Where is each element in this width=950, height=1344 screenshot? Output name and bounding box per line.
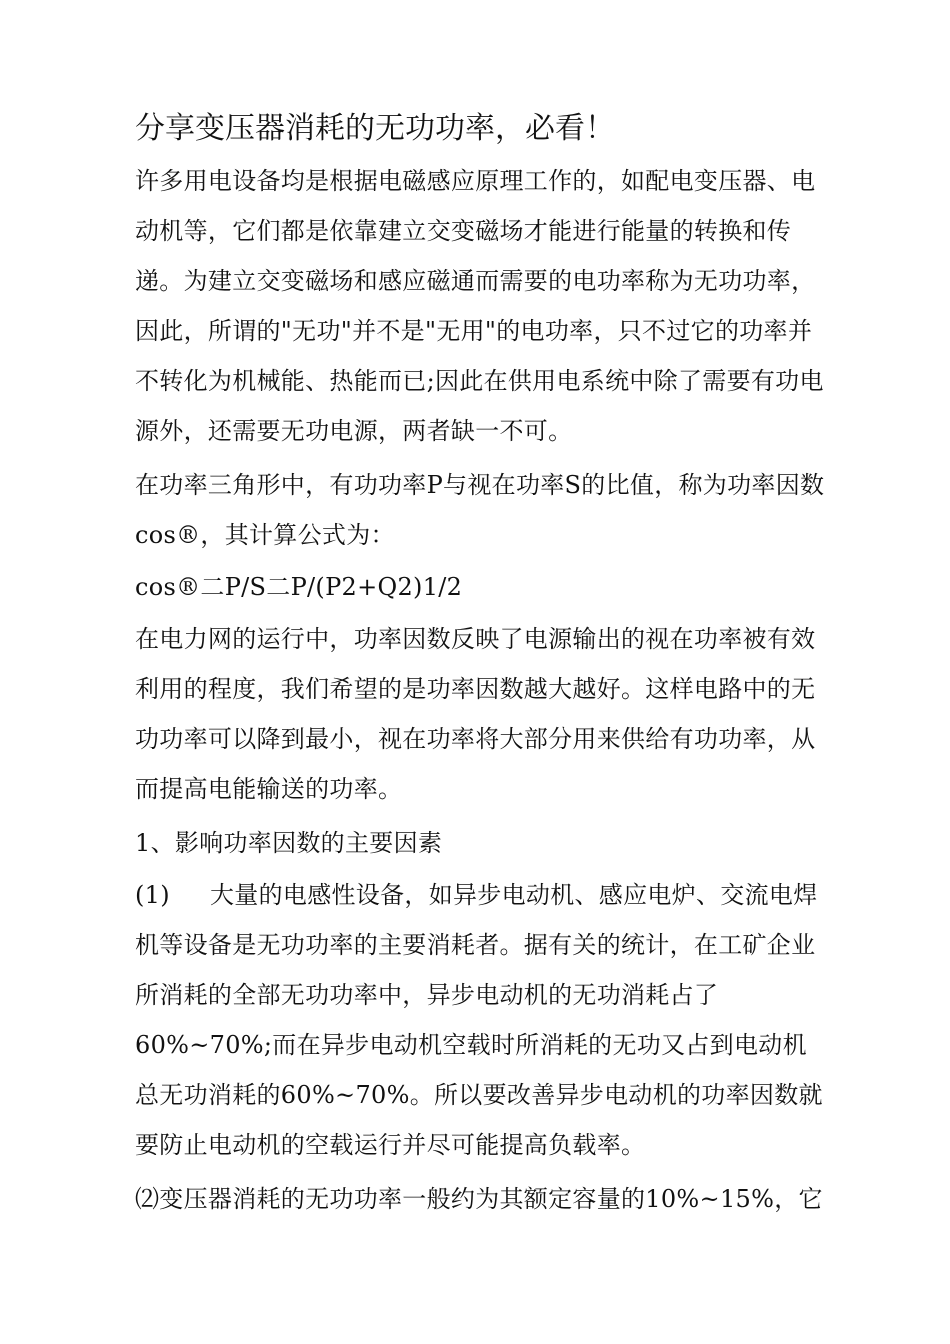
document-page <box>135 104 831 1228</box>
list-item-2: ⑵变压器消耗的无功功率一般约为其额定容量的10%~15%，它 <box>135 1185 823 1213</box>
document-title: 分享变压器消耗的无功功率，必看！ <box>135 111 615 146</box>
paragraph-power-factor: 在电力网的运行中，功率因数反映了电源输出的视在功率被有效利用的程度，我们希望的是功率因数越大越好。这样电路中的无功功率可以降到最小，视在功率将大部分用来供给有功功率，从而提高电能输送的功率。 <box>135 625 816 803</box>
list-item-1 <box>135 870 831 1170</box>
list-marker-1: (1) <box>135 881 170 909</box>
formula-line: cos®二P/S二P/(P2+Q2)1/2 <box>135 573 463 601</box>
list-text-1: 大量的电感性设备，如异步电动机、感应电炉、交流电焊机等设备是无功功率的主要消耗者。据有关的统计，在工矿企业所消耗的全部无功功率中，异步电动机的无功消耗占了60%~70%;而在异步电动机空载时所消耗的无功又占到电动机总无功消耗的60%~70%。所以要改善异步电动机的功率因数就要防止电动机的空载运行并尽可能提高负载率。 <box>135 881 823 1159</box>
paragraph-intro: 许多用电设备均是根据电磁感应原理工作的，如配电变压器、电动机等，它们都是依靠建立交变磁场才能进行能量的转换和传递。为建立交变磁场和感应磁通而需要的电功率称为无功功率，因此，所谓的"无功"并不是"无用"的电功率，只不过它的功率并不转化为机械能、热能而已;因此在供用电系统中除了需要有功电源外，还需要无功电源，两者缺一不可。 <box>135 167 824 445</box>
section-heading-factors: 1、影响功率因数的主要因素 <box>135 829 443 857</box>
paragraph-power-triangle: 在功率三角形中，有功功率P与视在功率S的比值，称为功率因数cos®，其计算公式为： <box>135 471 825 549</box>
